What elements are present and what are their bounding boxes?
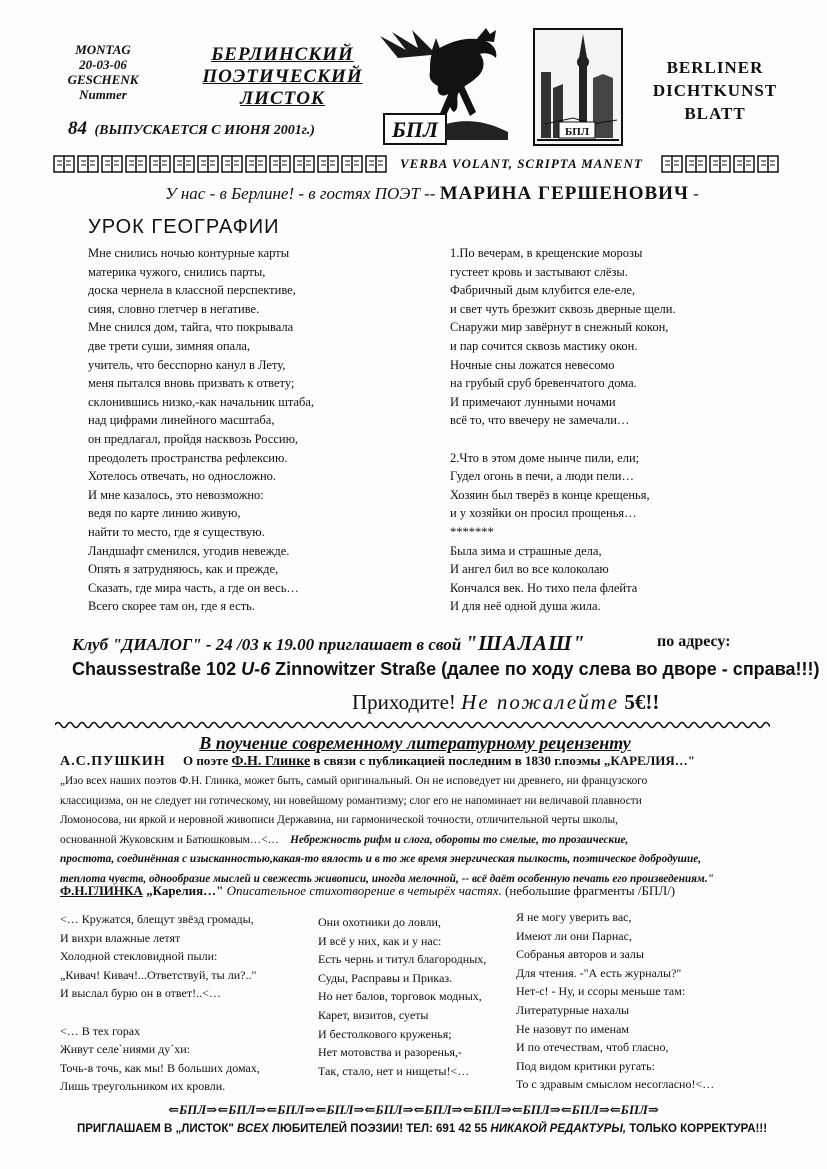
logo-text: БПЛ bbox=[391, 117, 439, 142]
club-street: Chaussestraße 102 bbox=[72, 659, 237, 679]
quote-emph-part: Небрежность рифм и слога, обороты то смелые, то прозаические, bbox=[290, 833, 629, 846]
issue-number: 84 bbox=[68, 118, 87, 139]
wavy-divider bbox=[55, 720, 770, 730]
come-line bbox=[352, 690, 659, 715]
title-de-line: DICHTKUNST bbox=[652, 81, 778, 100]
poem-line: И для неё одной душа жила. bbox=[450, 599, 601, 614]
motto: VERBA VOLANT, SCRIPTA MANENT bbox=[400, 156, 643, 171]
karelia-title: „Карелия…" bbox=[146, 883, 224, 898]
poem-line: Сказать, где мира часть, а где он весь… bbox=[88, 580, 299, 595]
poem-line: склонившись низко,-как начальник штаба, bbox=[88, 394, 315, 409]
pushkin-intro bbox=[60, 753, 780, 770]
fragment-column-1 bbox=[60, 910, 260, 1096]
fragment-line: Карет, визитов, суеты bbox=[318, 1007, 429, 1022]
quote-line bbox=[60, 831, 780, 851]
fragment-line: Для чтения. -"А есть журналы?" bbox=[516, 965, 682, 980]
section-title: В поучение современному литературному рецензенту bbox=[199, 733, 631, 753]
poem-line: доска чернела в классной перспективе, bbox=[88, 283, 296, 298]
poem-line: 1.По вечерам, в крещенские морозы bbox=[450, 246, 643, 260]
footer-part: ПРИГЛАШАЕМ В „ЛИСТОК" bbox=[76, 1123, 234, 1135]
price-text: 5€!! bbox=[624, 690, 660, 714]
pushkin-quote bbox=[60, 772, 780, 890]
poem-line: Кончался век. Но тихо пела флейта bbox=[450, 580, 638, 595]
poem-line: 2.Что в этом доме нынче пили, ели; bbox=[450, 450, 640, 465]
fragment-line: Но нет балов, торговок модных, bbox=[318, 989, 482, 1004]
fragment-line bbox=[60, 1003, 260, 1022]
title-de-line: BERLINER bbox=[666, 58, 764, 77]
poem-line: И примечают лунными ночами bbox=[450, 394, 616, 409]
fragment-line: Лишь треугольником их кровли. bbox=[60, 1079, 226, 1094]
footer-part: ТОЛЬКО КОРРЕКТУРА!!! bbox=[629, 1123, 768, 1135]
newsletter-title-de bbox=[640, 56, 790, 125]
book-ornament-right bbox=[660, 152, 780, 176]
fragment-line: Под видом критики ругать: bbox=[516, 1058, 655, 1073]
poem-right-column bbox=[450, 244, 676, 616]
date-line: 20-03-06 bbox=[79, 57, 127, 72]
fragment-line: И бестолкового круженья; bbox=[318, 1026, 452, 1041]
fragment-line: Собранья авторов и залы bbox=[516, 947, 644, 962]
club-prefix: Клуб bbox=[72, 635, 109, 654]
fragment-line: И по отечествам, чтоб гласно, bbox=[516, 1040, 669, 1055]
club-address-label: по адресу: bbox=[657, 633, 731, 650]
poem-line: учитель, что бесспорно канул в Лету, bbox=[88, 357, 286, 372]
issue-line bbox=[68, 118, 315, 140]
poem-line: Гудел огонь в печи, а люди пели… bbox=[450, 469, 634, 484]
fragment-line: Нет мотовства и разоренья,- bbox=[318, 1045, 462, 1060]
fragment-line: Точь-в точь, как мы! В больших домах, bbox=[60, 1060, 260, 1075]
karelia-note: (небольшие фрагменты /БПЛ/) bbox=[505, 883, 676, 898]
poem-line: Мне снились ночью контурные карты bbox=[88, 246, 290, 260]
newsletter-title-ru bbox=[180, 44, 385, 110]
intro-pre: О поэте bbox=[182, 753, 229, 768]
title-ru-line: ЛИСТОК bbox=[240, 88, 325, 109]
intro-glinka: Ф.Н. Глинке bbox=[231, 754, 311, 769]
poem-line: Ночные сны ложатся невесомо bbox=[450, 357, 615, 372]
poem-line: Мне снился дом, тайга, что покрывала bbox=[88, 320, 294, 335]
fragment-column-3 bbox=[516, 908, 714, 1094]
regret-text: Не пожалейте bbox=[461, 690, 620, 714]
quote-emph-line: простота, соединённая с изысканностью,какая-то вялость и в то же время энергическая пылкость, поэтическое добродушие, bbox=[60, 853, 702, 866]
guest-line bbox=[92, 183, 772, 205]
poem-line bbox=[450, 430, 676, 449]
fragment-line: Суды, Расправы и Приказ. bbox=[318, 970, 453, 985]
quote-line: „Изо всех наших поэтов Ф.Н. Глинка, может быть, самый оригинальный. Он не исповедует ни древнего, ни французского bbox=[60, 775, 648, 787]
logo-text: БПЛ bbox=[564, 126, 590, 138]
poem-line: И мне казалось, это невозможно: bbox=[88, 487, 264, 502]
poem-line: и свет чуть брезжит сквозь дверные щели. bbox=[450, 301, 676, 316]
poem-line: Была зима и страшные дела, bbox=[450, 543, 602, 558]
club-metro: U-6 bbox=[241, 659, 271, 679]
fragment-line: Холодной стекловидной пыли: bbox=[60, 949, 218, 964]
come-text: Приходите! bbox=[352, 690, 456, 714]
fragment-line: „Кивач! Кивач!...Ответствуй, ты ли?.." bbox=[60, 967, 257, 982]
city-engraving bbox=[533, 28, 623, 146]
poem-line: густеет кровь и застывают слёзы. bbox=[450, 264, 628, 279]
poem-line: сияя, словно глетчер в негативе. bbox=[88, 301, 260, 316]
poem-line: Снаружи мир завёрнут в снежный кокон, bbox=[450, 320, 669, 335]
poem-line: и у хозяйки он просил прощенья… bbox=[450, 506, 637, 521]
poem-line: И ангел бил во все колоколаю bbox=[450, 562, 609, 577]
poem-line: он предлагал, пройдя насквозь Россию, bbox=[88, 431, 299, 446]
poem-line: преодолеть пространства рефлексию. bbox=[88, 450, 288, 465]
pegasus-logo bbox=[378, 28, 516, 146]
karelia-heading bbox=[60, 883, 675, 899]
poem-line: и пар сочится сквозь мастику окон. bbox=[450, 338, 638, 353]
poem-line: материка чужого, снились парты, bbox=[88, 264, 266, 279]
poem-line: Фабричный дым клубится еле-еле, bbox=[450, 283, 636, 298]
fragment-line: Они охотники до ловли, bbox=[318, 915, 441, 929]
date-line: MONTAG bbox=[75, 42, 131, 57]
poem-line: всё то, что ввечеру не замечали… bbox=[450, 413, 630, 428]
date-line: Nummer bbox=[79, 87, 127, 102]
quote-line: классицизма, он не следует ни готическому, ни новейшому романтизму; слог его не напоминает ни величавой плавности bbox=[60, 794, 642, 807]
poem-line: Ландшафт сменился, угодив невежде. bbox=[88, 543, 290, 558]
footer-part: ЛЮБИТЕЛЕЙ ПОЭЗИИ! ТЕЛ: 691 42 55 bbox=[271, 1123, 488, 1135]
karelia-desc: Описательное стихотворение в четырёх частях. bbox=[226, 883, 502, 898]
club-name: "ДИАЛОГ" bbox=[112, 635, 202, 654]
fragment-line: И выслал бурю он в ответ!..<… bbox=[60, 986, 221, 1001]
poem-line: меня пытался вновь призвать к ответу; bbox=[88, 376, 295, 391]
poem-line: над цифрами линейного масштаба, bbox=[88, 413, 275, 428]
pushkin-name: А.С.ПУШКИН bbox=[60, 754, 166, 769]
poem-line: ******* bbox=[450, 524, 494, 539]
fragment-line: <… Кружатся, блещут звёзд громады, bbox=[60, 912, 254, 926]
book-ornament-left bbox=[52, 152, 388, 176]
club-middle: - 24 /03 к 19.00 приглашает в свой bbox=[205, 635, 462, 654]
club-street-line bbox=[72, 659, 820, 680]
fragment-line: <… В тех горах bbox=[60, 1023, 141, 1038]
footer-invite bbox=[62, 1123, 782, 1135]
fragment-column-2 bbox=[318, 913, 486, 1080]
fragment-line: То с здравым смыслом несогласно!<… bbox=[516, 1077, 715, 1092]
fragment-line: И вихри влажные летят bbox=[60, 930, 181, 945]
date-line: GESCHENK bbox=[67, 72, 139, 87]
issue-date-block bbox=[58, 42, 148, 102]
fragment-line: И всё у них, как и у нас: bbox=[318, 933, 442, 948]
title-ru-line: ПОЭТИЧЕСКИЙ bbox=[202, 66, 363, 87]
poem-line: Всего скорее там он, где я есть. bbox=[88, 599, 255, 614]
guest-poet-name: МАРИНА ГЕРШЕНОВИЧ bbox=[439, 183, 689, 204]
poem-title: УРОК ГЕОГРАФИИ bbox=[88, 216, 280, 238]
quote-line: Ломоносова, ни яркой и неровной живописи Державина, ни гармонической точности, отличительной черты школы, bbox=[60, 814, 618, 827]
club-directions: (далее по ходу слева во дворе - справа!!!) bbox=[441, 659, 820, 679]
poem-left-column bbox=[88, 244, 314, 616]
club-station: Zinnowitzer Straße bbox=[275, 659, 437, 679]
poem-line: на грубый сруб бревенчатого дома. bbox=[450, 376, 637, 391]
fragment-line: Не назовут по именам bbox=[516, 1021, 630, 1036]
fragment-line: Я не могу уверить вас, bbox=[516, 910, 632, 924]
fragment-line: Литературные нахалы bbox=[516, 1002, 630, 1017]
fragment-line: Так, стало, нет и нищеты!<… bbox=[318, 1063, 470, 1078]
poem-line: найти то место, где я существую. bbox=[88, 524, 265, 539]
club-announcement bbox=[72, 631, 772, 656]
fragment-line: Нет-с! - Ну, и ссоры меньше там: bbox=[516, 984, 686, 999]
karelia-author: Ф.Н.ГЛИНКА bbox=[60, 883, 143, 898]
club-venue: "ШАЛАШ" bbox=[465, 631, 586, 655]
fragment-line: Имеют ли они Парнас, bbox=[516, 928, 632, 943]
poem-line: Хотелось отвечать, но односложно. bbox=[88, 469, 277, 484]
poem-line: Опять я затрудняюсь, как и прежде, bbox=[88, 562, 279, 577]
title-ru-line: БЕРЛИНСКИЙ bbox=[211, 44, 354, 65]
guest-intro: У нас - в Берлине! - в гостях ПОЭТ -- bbox=[165, 184, 436, 203]
footer-part: ВСЕХ bbox=[237, 1123, 269, 1135]
poem-line: ведя по карте линию живую, bbox=[88, 506, 241, 521]
fragment-line: Есть чернь и титул благородных, bbox=[318, 952, 487, 967]
footer-part: НИКАКОЙ РЕДАКТУРЫ, bbox=[490, 1123, 627, 1135]
poem-line: Хозяин был тверёз в конце крещенья, bbox=[450, 487, 650, 502]
guest-tail: - bbox=[693, 184, 699, 203]
title-de-line: BLATT bbox=[684, 104, 746, 123]
fragment-line: Живут селе`ниями ду`хи: bbox=[60, 1042, 191, 1057]
poem-line: две трети суши, зимняя опала, bbox=[88, 338, 251, 353]
issue-note: (ВЫПУСКАЕТСЯ С ИЮНЯ 2001г.) bbox=[94, 123, 315, 138]
quote-emph-line: теплота чувств, однообразие мыслей и свежесть живописи, иногда мелочной, -- всё даёт особенную печать его произведениям." bbox=[60, 872, 714, 885]
footer-arrows: ⇐БПЛ⇒⇐БПЛ⇒⇐БПЛ⇒⇐БПЛ⇒⇐БПЛ⇒⇐БПЛ⇒⇐БПЛ⇒⇐БПЛ⇒⇐БПЛ⇒⇐БПЛ⇒ bbox=[168, 1102, 659, 1117]
quote-line-part: основанной Жуковским и Батюшковым…<… bbox=[60, 833, 279, 846]
intro-post: в связи с публикацией последним в 1830 г.поэмы „КАРЕЛИЯ…" bbox=[313, 753, 695, 768]
